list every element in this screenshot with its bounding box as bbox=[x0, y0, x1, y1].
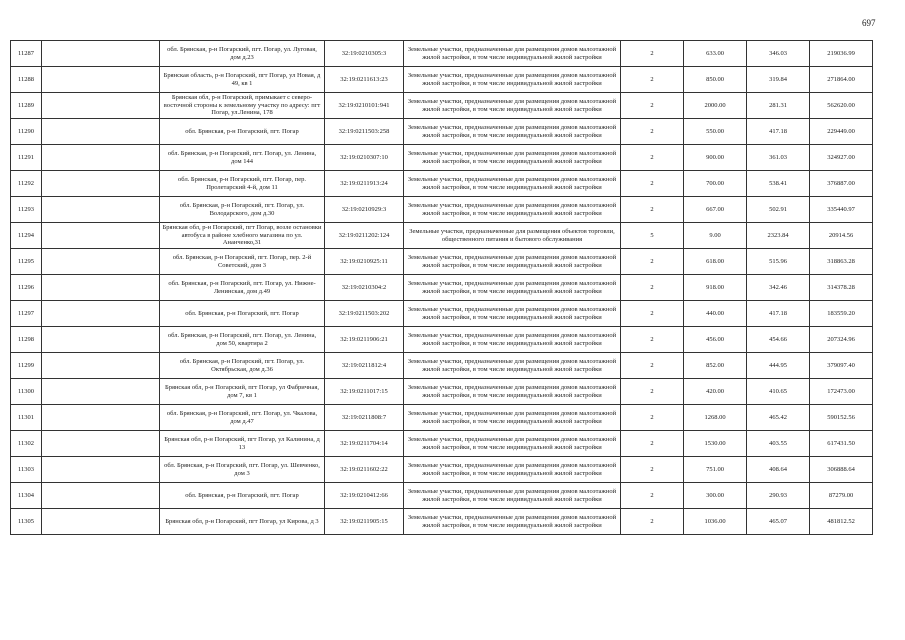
area-cell: 550.00 bbox=[684, 119, 747, 145]
specific-value-cell: 454.66 bbox=[747, 327, 810, 353]
land-use-cell: Земельные участки, предназначенные для размещения домов малоэтажной жилой застройки, в том числе индивидуальной жилой застройки bbox=[404, 483, 621, 509]
row-number: 11288 bbox=[11, 67, 42, 93]
table-row bbox=[11, 249, 873, 275]
row-number: 11303 bbox=[11, 457, 42, 483]
category-code-cell: 2 bbox=[621, 431, 684, 457]
blank-cell bbox=[42, 301, 160, 327]
cadastral-value-cell: 590152.56 bbox=[810, 405, 873, 431]
table-row bbox=[11, 145, 873, 171]
cadastral-value-cell: 20914.56 bbox=[810, 223, 873, 249]
address-cell: обл. Брянская, р-н Погарский, пгт. Погар, ул. Нижне-Ленинская, дом д.49 bbox=[160, 275, 325, 301]
blank-cell bbox=[42, 457, 160, 483]
address-cell: Брянская обл, р-н Погарский, примыкает с северо-восточной стороны к земельному участку по адресу: пгт Погар, ул.Ленина, 178 bbox=[160, 93, 325, 119]
blank-cell bbox=[42, 197, 160, 223]
table-row bbox=[11, 405, 873, 431]
blank-cell bbox=[42, 275, 160, 301]
category-code-cell: 2 bbox=[621, 301, 684, 327]
address-cell: обл. Брянская, р-н Погарский, пгт. Погар, ул. Луговая, дом д.23 bbox=[160, 41, 325, 67]
address-cell: Брянская обл, р-н Погарский, пгт Погар, ул Калинина, д 13 bbox=[160, 431, 325, 457]
cadastral-number-cell: 32:19:0211808:7 bbox=[325, 405, 404, 431]
row-number: 11295 bbox=[11, 249, 42, 275]
land-use-cell: Земельные участки, предназначенные для размещения домов малоэтажной жилой застройки, в том числе индивидуальной жилой застройки bbox=[404, 457, 621, 483]
cadastral-value-cell: 562620.00 bbox=[810, 93, 873, 119]
row-number: 11291 bbox=[11, 145, 42, 171]
blank-cell bbox=[42, 431, 160, 457]
land-use-cell: Земельные участки, предназначенные для размещения домов малоэтажной жилой застройки, в том числе индивидуальной жилой застройки bbox=[404, 301, 621, 327]
category-code-cell: 2 bbox=[621, 93, 684, 119]
area-cell: 420.00 bbox=[684, 379, 747, 405]
land-use-cell: Земельные участки, предназначенные для размещения домов малоэтажной жилой застройки, в том числе индивидуальной жилой застройки bbox=[404, 327, 621, 353]
table-row bbox=[11, 379, 873, 405]
address-cell: Брянская обл, р-н Погарский, пгт Погар, возле остановки автобуса в районе хлебного магазина по ул. Ананченко,31 bbox=[160, 223, 325, 249]
area-cell: 1036.00 bbox=[684, 509, 747, 535]
table-row bbox=[11, 67, 873, 93]
row-number: 11289 bbox=[11, 93, 42, 119]
cadastral-value-cell: 376887.00 bbox=[810, 171, 873, 197]
cadastral-number-cell: 32:19:0210307:10 bbox=[325, 145, 404, 171]
page-number: 697 bbox=[862, 18, 876, 28]
cadastral-value-cell: 87279.00 bbox=[810, 483, 873, 509]
cadastral-number-cell: 32:19:0210925:11 bbox=[325, 249, 404, 275]
blank-cell bbox=[42, 93, 160, 119]
cadastral-value-cell: 314378.28 bbox=[810, 275, 873, 301]
land-use-cell: Земельные участки, предназначенные для размещения домов малоэтажной жилой застройки, в том числе индивидуальной жилой застройки bbox=[404, 379, 621, 405]
cadastral-value-cell: 183559.20 bbox=[810, 301, 873, 327]
blank-cell bbox=[42, 249, 160, 275]
specific-value-cell: 417.18 bbox=[747, 301, 810, 327]
table-row bbox=[11, 223, 873, 249]
land-use-cell: Земельные участки, предназначенные для размещения домов малоэтажной жилой застройки, в том числе индивидуальной жилой застройки bbox=[404, 431, 621, 457]
specific-value-cell: 538.41 bbox=[747, 171, 810, 197]
land-use-cell: Земельные участки, предназначенные для размещения объектов торговли, общественного питания и бытового обслуживания bbox=[404, 223, 621, 249]
category-code-cell: 2 bbox=[621, 249, 684, 275]
address-cell: обл. Брянская, р-н Погарский, пгт. Погар, ул. Володарского, дом д.30 bbox=[160, 197, 325, 223]
row-number: 11300 bbox=[11, 379, 42, 405]
cadastral-number-cell: 32:19:0210929:3 bbox=[325, 197, 404, 223]
category-code-cell: 2 bbox=[621, 145, 684, 171]
cadastral-number-cell: 32:19:0211602:22 bbox=[325, 457, 404, 483]
cadastral-number-cell: 32:19:0211906:21 bbox=[325, 327, 404, 353]
table-row bbox=[11, 353, 873, 379]
land-use-cell: Земельные участки, предназначенные для размещения домов малоэтажной жилой застройки, в том числе индивидуальной жилой застройки bbox=[404, 119, 621, 145]
blank-cell bbox=[42, 353, 160, 379]
land-use-cell: Земельные участки, предназначенные для размещения домов малоэтажной жилой застройки, в том числе индивидуальной жилой застройки bbox=[404, 405, 621, 431]
land-use-cell: Земельные участки, предназначенные для размещения домов малоэтажной жилой застройки, в том числе индивидуальной жилой застройки bbox=[404, 145, 621, 171]
row-number: 11290 bbox=[11, 119, 42, 145]
cadastral-value-cell: 172473.00 bbox=[810, 379, 873, 405]
area-cell: 751.00 bbox=[684, 457, 747, 483]
category-code-cell: 2 bbox=[621, 119, 684, 145]
specific-value-cell: 2323.84 bbox=[747, 223, 810, 249]
row-number: 11287 bbox=[11, 41, 42, 67]
specific-value-cell: 515.96 bbox=[747, 249, 810, 275]
category-code-cell: 2 bbox=[621, 327, 684, 353]
category-code-cell: 2 bbox=[621, 509, 684, 535]
area-cell: 700.00 bbox=[684, 171, 747, 197]
address-cell: обл. Брянская, р-н Погарский, пгт. Погар, пер. Пролетарский 4-й, дом 11 bbox=[160, 171, 325, 197]
area-cell: 900.00 bbox=[684, 145, 747, 171]
category-code-cell: 2 bbox=[621, 353, 684, 379]
address-cell: обл. Брянская, р-н Погарский, пгт. Погар bbox=[160, 483, 325, 509]
specific-value-cell: 417.18 bbox=[747, 119, 810, 145]
blank-cell bbox=[42, 405, 160, 431]
category-code-cell: 2 bbox=[621, 41, 684, 67]
cadastral-value-cell: 324927.00 bbox=[810, 145, 873, 171]
category-code-cell: 2 bbox=[621, 405, 684, 431]
specific-value-cell: 346.03 bbox=[747, 41, 810, 67]
area-cell: 850.00 bbox=[684, 67, 747, 93]
row-number: 11296 bbox=[11, 275, 42, 301]
row-number: 11301 bbox=[11, 405, 42, 431]
address-cell: обл. Брянская, р-н Погарский, пгт. Погар bbox=[160, 301, 325, 327]
cadastral-number-cell: 32:19:0211503:258 bbox=[325, 119, 404, 145]
cadastral-number-cell: 32:19:0211905:15 bbox=[325, 509, 404, 535]
area-cell: 2000.00 bbox=[684, 93, 747, 119]
table-row bbox=[11, 93, 873, 119]
table-row bbox=[11, 431, 873, 457]
category-code-cell: 2 bbox=[621, 457, 684, 483]
address-cell: обл. Брянская, р-н Погарский, пгт. Погар, ул. Шевченко, дом 3 bbox=[160, 457, 325, 483]
specific-value-cell: 281.31 bbox=[747, 93, 810, 119]
table-row bbox=[11, 483, 873, 509]
specific-value-cell: 342.46 bbox=[747, 275, 810, 301]
blank-cell bbox=[42, 483, 160, 509]
area-cell: 440.00 bbox=[684, 301, 747, 327]
table-body bbox=[11, 41, 873, 535]
cadastral-number-cell: 32:19:0210304:2 bbox=[325, 275, 404, 301]
table-row bbox=[11, 119, 873, 145]
address-cell: обл. Брянская, р-н Погарский, пгт. Погар, ул. Чкалова, дом д.47 bbox=[160, 405, 325, 431]
blank-cell bbox=[42, 379, 160, 405]
address-cell: обл. Брянская, р-н Погарский, пгт. Погар, ул. Ленина, дом 144 bbox=[160, 145, 325, 171]
row-number: 11293 bbox=[11, 197, 42, 223]
category-code-cell: 2 bbox=[621, 275, 684, 301]
cadastral-number-cell: 32:19:0211202:124 bbox=[325, 223, 404, 249]
cadastral-number-cell: 32:19:0211017:15 bbox=[325, 379, 404, 405]
specific-value-cell: 290.93 bbox=[747, 483, 810, 509]
table-row bbox=[11, 457, 873, 483]
cadastral-number-cell: 32:19:0211503:202 bbox=[325, 301, 404, 327]
land-use-cell: Земельные участки, предназначенные для размещения домов малоэтажной жилой застройки, в том числе индивидуальной жилой застройки bbox=[404, 197, 621, 223]
specific-value-cell: 444.95 bbox=[747, 353, 810, 379]
area-cell: 618.00 bbox=[684, 249, 747, 275]
category-code-cell: 2 bbox=[621, 197, 684, 223]
cadastral-value-cell: 335440.97 bbox=[810, 197, 873, 223]
row-number: 11294 bbox=[11, 223, 42, 249]
specific-value-cell: 465.07 bbox=[747, 509, 810, 535]
cadastral-value-cell: 271864.00 bbox=[810, 67, 873, 93]
category-code-cell: 2 bbox=[621, 483, 684, 509]
blank-cell bbox=[42, 119, 160, 145]
row-number: 11304 bbox=[11, 483, 42, 509]
cadastral-number-cell: 32:19:0211704:14 bbox=[325, 431, 404, 457]
cadastral-number-cell: 32:19:0210305:3 bbox=[325, 41, 404, 67]
category-code-cell: 5 bbox=[621, 223, 684, 249]
blank-cell bbox=[42, 171, 160, 197]
address-cell: обл. Брянская, р-н Погарский, пгт. Погар, ул. Октябрьская, дом д.36 bbox=[160, 353, 325, 379]
cadastral-number-cell: 32:19:0210412:66 bbox=[325, 483, 404, 509]
cadastral-number-cell: 32:19:0211812:4 bbox=[325, 353, 404, 379]
blank-cell bbox=[42, 327, 160, 353]
area-cell: 667.00 bbox=[684, 197, 747, 223]
table-row bbox=[11, 509, 873, 535]
specific-value-cell: 319.84 bbox=[747, 67, 810, 93]
area-cell: 852.00 bbox=[684, 353, 747, 379]
land-use-cell: Земельные участки, предназначенные для размещения домов малоэтажной жилой застройки, в том числе индивидуальной жилой застройки bbox=[404, 41, 621, 67]
table-row bbox=[11, 41, 873, 67]
area-cell: 1268.00 bbox=[684, 405, 747, 431]
specific-value-cell: 502.91 bbox=[747, 197, 810, 223]
table-row bbox=[11, 301, 873, 327]
blank-cell bbox=[42, 41, 160, 67]
cadastral-value-cell: 229449.00 bbox=[810, 119, 873, 145]
blank-cell bbox=[42, 67, 160, 93]
land-use-cell: Земельные участки, предназначенные для размещения домов малоэтажной жилой застройки, в том числе индивидуальной жилой застройки bbox=[404, 353, 621, 379]
address-cell: обл. Брянская, р-н Погарский, пгт. Погар, ул. Ленина, дом 50, квартира 2 bbox=[160, 327, 325, 353]
address-cell: Брянская обл, р-н Погарский, пгт Погар, ул Фабричная, дом 7, кв 1 bbox=[160, 379, 325, 405]
row-number: 11305 bbox=[11, 509, 42, 535]
cadastral-value-cell: 379097.40 bbox=[810, 353, 873, 379]
blank-cell bbox=[42, 223, 160, 249]
cadastral-value-cell: 306888.64 bbox=[810, 457, 873, 483]
land-use-cell: Земельные участки, предназначенные для размещения домов малоэтажной жилой застройки, в том числе индивидуальной жилой застройки bbox=[404, 275, 621, 301]
row-number: 11292 bbox=[11, 171, 42, 197]
table-row bbox=[11, 197, 873, 223]
address-cell: обл. Брянская, р-н Погарский, пгт. Погар bbox=[160, 119, 325, 145]
specific-value-cell: 465.42 bbox=[747, 405, 810, 431]
cadastral-number-cell: 32:19:0211613:23 bbox=[325, 67, 404, 93]
row-number: 11298 bbox=[11, 327, 42, 353]
row-number: 11302 bbox=[11, 431, 42, 457]
cadastral-value-cell: 207324.96 bbox=[810, 327, 873, 353]
row-number: 11299 bbox=[11, 353, 42, 379]
table-row bbox=[11, 327, 873, 353]
cadastral-number-cell: 32:19:0210101:941 bbox=[325, 93, 404, 119]
blank-cell bbox=[42, 145, 160, 171]
specific-value-cell: 410.65 bbox=[747, 379, 810, 405]
category-code-cell: 2 bbox=[621, 171, 684, 197]
area-cell: 456.00 bbox=[684, 327, 747, 353]
land-use-cell: Земельные участки, предназначенные для размещения домов малоэтажной жилой застройки, в том числе индивидуальной жилой застройки bbox=[404, 171, 621, 197]
area-cell: 918.00 bbox=[684, 275, 747, 301]
address-cell: Брянская область, р-н Погарский, пгт Погар, ул Новая, д 49, кв 1 bbox=[160, 67, 325, 93]
area-cell: 9.00 bbox=[684, 223, 747, 249]
area-cell: 1530.00 bbox=[684, 431, 747, 457]
land-use-cell: Земельные участки, предназначенные для размещения домов малоэтажной жилой застройки, в том числе индивидуальной жилой застройки bbox=[404, 93, 621, 119]
cadastral-value-cell: 481812.52 bbox=[810, 509, 873, 535]
land-use-cell: Земельные участки, предназначенные для размещения домов малоэтажной жилой застройки, в том числе индивидуальной жилой застройки bbox=[404, 509, 621, 535]
land-use-cell: Земельные участки, предназначенные для размещения домов малоэтажной жилой застройки, в том числе индивидуальной жилой застройки bbox=[404, 67, 621, 93]
area-cell: 300.00 bbox=[684, 483, 747, 509]
address-cell: обл. Брянская, р-н Погарский, пгт. Погар, пер. 2-й Советский, дом 3 bbox=[160, 249, 325, 275]
table-row bbox=[11, 171, 873, 197]
table-row bbox=[11, 275, 873, 301]
category-code-cell: 2 bbox=[621, 379, 684, 405]
cadastral-value-cell: 219036.99 bbox=[810, 41, 873, 67]
address-cell: Брянская обл, р-н Погарский, пгт Погар, ул Кирова, д 3 bbox=[160, 509, 325, 535]
cadastral-value-table bbox=[10, 40, 873, 535]
cadastral-number-cell: 32:19:0211913:24 bbox=[325, 171, 404, 197]
cadastral-value-cell: 617431.50 bbox=[810, 431, 873, 457]
blank-cell bbox=[42, 509, 160, 535]
area-cell: 633.00 bbox=[684, 41, 747, 67]
specific-value-cell: 408.64 bbox=[747, 457, 810, 483]
row-number: 11297 bbox=[11, 301, 42, 327]
specific-value-cell: 361.03 bbox=[747, 145, 810, 171]
cadastral-value-cell: 318863.28 bbox=[810, 249, 873, 275]
category-code-cell: 2 bbox=[621, 67, 684, 93]
land-use-cell: Земельные участки, предназначенные для размещения домов малоэтажной жилой застройки, в том числе индивидуальной жилой застройки bbox=[404, 249, 621, 275]
specific-value-cell: 403.55 bbox=[747, 431, 810, 457]
